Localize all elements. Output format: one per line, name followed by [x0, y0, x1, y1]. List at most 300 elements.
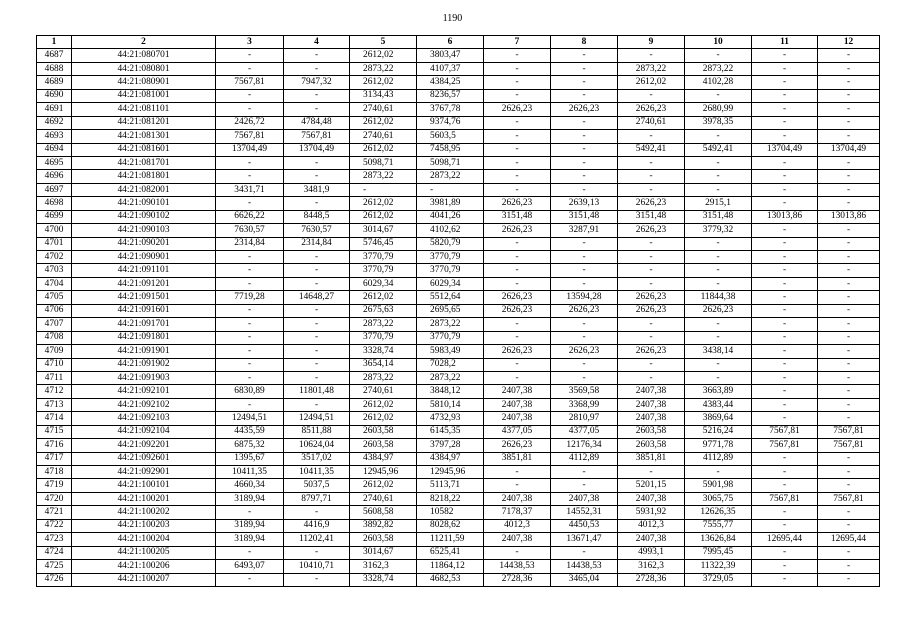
table-cell: - [618, 130, 685, 143]
table-cell: 2873,22 [350, 62, 417, 75]
table-cell: 3134,43 [350, 89, 417, 102]
table-cell: - [216, 398, 284, 411]
column-header: 4 [284, 36, 350, 49]
table-cell: - [752, 331, 818, 344]
table-cell: 3151,48 [551, 210, 618, 223]
table-cell: 7567,81 [216, 130, 284, 143]
table-cell: 2407,38 [618, 412, 685, 425]
table-cell: - [618, 49, 685, 62]
table-cell: 2626,23 [685, 304, 752, 317]
table-cell: 2873,22 [417, 371, 484, 384]
table-cell: - [484, 183, 551, 196]
table-row [37, 358, 880, 371]
table-cell: 2407,38 [618, 398, 685, 411]
table-cell: 3328,74 [350, 345, 417, 358]
table-cell: 4719 [37, 479, 72, 492]
table-cell: - [551, 277, 618, 290]
table-cell: 3654,14 [350, 358, 417, 371]
table-cell: - [284, 573, 350, 586]
table-row [37, 224, 880, 237]
table-cell: - [752, 560, 818, 573]
table-cell: - [752, 170, 818, 183]
table-cell: 7719,28 [216, 291, 284, 304]
table-cell: - [818, 130, 880, 143]
table-cell: 8448,5 [284, 210, 350, 223]
table-row [37, 398, 880, 411]
table-cell: 9374,76 [417, 116, 484, 129]
table-cell: - [551, 331, 618, 344]
table-cell: 3162,3 [350, 560, 417, 573]
table-cell: 44:21:080901 [72, 76, 216, 89]
table-cell: 7567,81 [752, 439, 818, 452]
table-cell: 44:21:090102 [72, 210, 216, 223]
table-cell: 44:21:090101 [72, 197, 216, 210]
table-cell: 2873,22 [618, 62, 685, 75]
table-cell: - [752, 452, 818, 465]
table-cell: - [551, 156, 618, 169]
table-cell: 3287,91 [551, 224, 618, 237]
table-cell: - [685, 156, 752, 169]
table-cell: 5098,71 [350, 156, 417, 169]
column-header: 12 [818, 36, 880, 49]
table-row [37, 318, 880, 331]
table-row [37, 519, 880, 532]
table-cell: 44:21:080801 [72, 62, 216, 75]
table-cell: 14648,27 [284, 291, 350, 304]
table-cell: 4715 [37, 425, 72, 438]
table-cell: - [818, 318, 880, 331]
table-cell: 7555,77 [685, 519, 752, 532]
table-cell: - [284, 546, 350, 559]
table-cell: 3851,81 [484, 452, 551, 465]
table-cell: 4688 [37, 62, 72, 75]
table-cell: 4723 [37, 533, 72, 546]
table-cell: - [752, 156, 818, 169]
table-cell: 44:21:092101 [72, 385, 216, 398]
table-cell: 44:21:081701 [72, 156, 216, 169]
table-cell: 6525,41 [417, 546, 484, 559]
table-cell: 5810,14 [417, 398, 484, 411]
table-cell: - [284, 49, 350, 62]
table-cell: 3981,89 [417, 197, 484, 210]
table-cell: - [685, 466, 752, 479]
table-cell: 4695 [37, 156, 72, 169]
table-cell: 4102,62 [417, 224, 484, 237]
table-cell: 4704 [37, 277, 72, 290]
table-cell: - [618, 371, 685, 384]
table-cell: 4691 [37, 103, 72, 116]
table-cell: 3431,71 [216, 183, 284, 196]
table-cell: - [818, 170, 880, 183]
table-row [37, 291, 880, 304]
table-cell: 2626,23 [618, 103, 685, 116]
table-cell: 2426,72 [216, 116, 284, 129]
table-cell: 2603,58 [618, 425, 685, 438]
table-row [37, 466, 880, 479]
table-cell: - [284, 89, 350, 102]
table-cell: - [685, 318, 752, 331]
table-cell: 4687 [37, 49, 72, 62]
table-cell: 7567,81 [752, 492, 818, 505]
table-cell: - [284, 358, 350, 371]
table-cell: - [216, 49, 284, 62]
table-cell: - [484, 546, 551, 559]
table-cell: - [752, 130, 818, 143]
table-cell: - [752, 76, 818, 89]
table-cell: 13704,49 [216, 143, 284, 156]
table-cell: - [284, 318, 350, 331]
table-row [37, 251, 880, 264]
table-cell: 4725 [37, 560, 72, 573]
table-cell: - [818, 237, 880, 250]
table-cell: - [752, 251, 818, 264]
table-row [37, 76, 880, 89]
table-cell: 12945,96 [350, 466, 417, 479]
table-cell: - [685, 183, 752, 196]
table-cell: 5113,71 [417, 479, 484, 492]
table-cell: - [484, 466, 551, 479]
table-cell: 5931,92 [618, 506, 685, 519]
table-cell: 4698 [37, 197, 72, 210]
table-cell: - [216, 197, 284, 210]
table-cell: - [284, 371, 350, 384]
table-cell: 4712 [37, 385, 72, 398]
table-cell: 11801,48 [284, 385, 350, 398]
table-cell: 4384,97 [417, 452, 484, 465]
column-header: 8 [551, 36, 618, 49]
table-cell: - [284, 277, 350, 290]
table-cell: 12494,51 [284, 412, 350, 425]
table-cell: 7567,81 [818, 425, 880, 438]
table-cell: - [216, 156, 284, 169]
table-cell: - [216, 345, 284, 358]
table-cell: 3328,74 [350, 573, 417, 586]
table-cell: 2626,23 [484, 224, 551, 237]
table-cell: - [618, 237, 685, 250]
table-cell: 5037,5 [284, 479, 350, 492]
table-cell: 2873,22 [350, 170, 417, 183]
table-cell: - [484, 49, 551, 62]
column-header: 1 [37, 36, 72, 49]
table-cell: - [484, 331, 551, 344]
table-cell: - [216, 358, 284, 371]
table-cell: 2626,23 [484, 345, 551, 358]
table-cell: 3729,05 [685, 573, 752, 586]
table-cell: 4682,53 [417, 573, 484, 586]
table-cell: - [618, 264, 685, 277]
table-cell: 4041,26 [417, 210, 484, 223]
table-cell: 2407,38 [618, 385, 685, 398]
table-cell: 4714 [37, 412, 72, 425]
table-cell: 3481,9 [284, 183, 350, 196]
table-cell: - [818, 264, 880, 277]
table-cell: - [818, 331, 880, 344]
table-cell: 3569,58 [551, 385, 618, 398]
table-cell: 13594,28 [551, 291, 618, 304]
table-cell: 6830,89 [216, 385, 284, 398]
table-cell: 2740,61 [618, 116, 685, 129]
table-cell: 7630,57 [284, 224, 350, 237]
table-row [37, 237, 880, 250]
table-cell: - [284, 103, 350, 116]
table-cell: 3770,79 [350, 264, 417, 277]
table-cell: 4450,53 [551, 519, 618, 532]
table-cell: 2873,22 [417, 170, 484, 183]
table-cell: 12695,44 [818, 533, 880, 546]
table-cell: 2612,02 [350, 412, 417, 425]
table-cell: - [685, 371, 752, 384]
table-cell: - [685, 264, 752, 277]
table-cell: 44:21:082001 [72, 183, 216, 196]
table-cell: - [216, 264, 284, 277]
table-cell: 2639,13 [551, 197, 618, 210]
table-cell: 8511,88 [284, 425, 350, 438]
table-cell: 2314,84 [284, 237, 350, 250]
table-cell: 3978,35 [685, 116, 752, 129]
table-row [37, 479, 880, 492]
table-cell: 13704,49 [284, 143, 350, 156]
table-cell: - [752, 479, 818, 492]
table-cell: 2407,38 [484, 533, 551, 546]
table-cell: 10411,35 [284, 466, 350, 479]
table-cell: 3517,02 [284, 452, 350, 465]
table-row [37, 170, 880, 183]
table-cell: 2728,36 [484, 573, 551, 586]
table-cell: - [752, 89, 818, 102]
table-row [37, 345, 880, 358]
table-cell: - [417, 183, 484, 196]
table-row [37, 304, 880, 317]
table-cell: - [284, 304, 350, 317]
table-cell: 2407,38 [618, 492, 685, 505]
table-cell: - [551, 76, 618, 89]
table-cell: 2407,38 [551, 492, 618, 505]
table-cell: - [818, 385, 880, 398]
table-cell: - [818, 291, 880, 304]
table-cell: 2728,36 [618, 573, 685, 586]
table-cell: 3065,75 [685, 492, 752, 505]
table-cell: 3770,79 [417, 251, 484, 264]
table-body [37, 49, 880, 587]
table-row [37, 156, 880, 169]
table-cell: - [551, 89, 618, 102]
table-cell: 14438,53 [484, 560, 551, 573]
table-cell: - [618, 251, 685, 264]
table-cell: 6493,07 [216, 560, 284, 573]
table-cell: - [685, 170, 752, 183]
table-cell: - [818, 183, 880, 196]
table-cell: 3851,81 [618, 452, 685, 465]
table-cell: 44:21:091101 [72, 264, 216, 277]
table-cell: 2873,22 [350, 371, 417, 384]
table-cell: 2626,23 [551, 345, 618, 358]
table-cell: - [618, 89, 685, 102]
table-cell: - [752, 224, 818, 237]
table-cell: 44:21:100206 [72, 560, 216, 573]
table-cell: - [618, 318, 685, 331]
table-cell: 4711 [37, 371, 72, 384]
table-cell: 4107,37 [417, 62, 484, 75]
table-row [37, 210, 880, 223]
table-cell: - [484, 89, 551, 102]
table-cell: - [685, 130, 752, 143]
table-cell: 3151,48 [618, 210, 685, 223]
table-cell: 2626,23 [618, 224, 685, 237]
table-cell: 4697 [37, 183, 72, 196]
table-cell: - [484, 479, 551, 492]
table-cell: 5216,24 [685, 425, 752, 438]
table-header-row [37, 36, 880, 49]
table-cell: - [818, 76, 880, 89]
table-cell: 44:21:092901 [72, 466, 216, 479]
table-cell: 2612,02 [350, 197, 417, 210]
table-cell: 3151,48 [685, 210, 752, 223]
table-cell: 3767,78 [417, 103, 484, 116]
table-cell: 5901,98 [685, 479, 752, 492]
table-cell: 3803,47 [417, 49, 484, 62]
table-cell: 44:21:100203 [72, 519, 216, 532]
table-cell: - [284, 398, 350, 411]
table-cell: 10582 [417, 506, 484, 519]
table-cell: 2915,1 [685, 197, 752, 210]
table-cell: 8236,57 [417, 89, 484, 102]
table-cell: 13704,49 [818, 143, 880, 156]
table-cell: 10411,35 [216, 466, 284, 479]
table-cell: 4377,05 [484, 425, 551, 438]
table-cell: 44:21:081001 [72, 89, 216, 102]
table-cell: - [484, 143, 551, 156]
table-cell: 2740,61 [350, 103, 417, 116]
table-cell: - [818, 224, 880, 237]
table-cell: 13626,84 [685, 533, 752, 546]
table-cell: 2612,02 [350, 143, 417, 156]
table-cell: 11844,38 [685, 291, 752, 304]
table-cell: 1395,67 [216, 452, 284, 465]
table-cell: - [484, 76, 551, 89]
table-cell: - [551, 466, 618, 479]
table-cell: - [818, 251, 880, 264]
table-cell: 3848,12 [417, 385, 484, 398]
table-cell: 7178,37 [484, 506, 551, 519]
table-cell: - [284, 251, 350, 264]
table-cell: 2740,61 [350, 492, 417, 505]
table-cell: - [216, 331, 284, 344]
table-cell: - [551, 546, 618, 559]
table-cell: - [818, 452, 880, 465]
table-cell: - [752, 318, 818, 331]
table-cell: - [818, 156, 880, 169]
table-cell: - [818, 371, 880, 384]
table-cell: 2740,61 [350, 130, 417, 143]
table-cell: 4705 [37, 291, 72, 304]
table-cell: 3892,82 [350, 519, 417, 532]
table-row [37, 439, 880, 452]
table-cell: 5201,15 [618, 479, 685, 492]
table-cell: - [818, 116, 880, 129]
table-cell: 9771,78 [685, 439, 752, 452]
table-cell: - [551, 116, 618, 129]
table-cell: 11202,41 [284, 533, 350, 546]
table-row [37, 546, 880, 559]
table-cell: - [551, 183, 618, 196]
table-cell: - [752, 519, 818, 532]
table-cell: 44:21:081601 [72, 143, 216, 156]
table-cell: 4732,93 [417, 412, 484, 425]
table-cell: - [216, 318, 284, 331]
table-cell: 4416,9 [284, 519, 350, 532]
table-cell: 7567,81 [818, 439, 880, 452]
table-cell: 44:21:091901 [72, 345, 216, 358]
table-row [37, 412, 880, 425]
table-cell: 12626,35 [685, 506, 752, 519]
table-cell: - [551, 358, 618, 371]
table-cell: 13671,47 [551, 533, 618, 546]
table-cell: - [484, 130, 551, 143]
table-cell: - [818, 197, 880, 210]
table-cell: 44:21:092102 [72, 398, 216, 411]
table-cell: 2626,23 [484, 304, 551, 317]
table-cell: - [752, 371, 818, 384]
table-cell: 2603,58 [618, 439, 685, 452]
table-cell: 6029,34 [350, 277, 417, 290]
table-cell: 4692 [37, 116, 72, 129]
table-cell: 4718 [37, 466, 72, 479]
table-cell: 3189,94 [216, 533, 284, 546]
table-cell: - [752, 237, 818, 250]
table-cell: - [685, 89, 752, 102]
table-cell: 6875,32 [216, 439, 284, 452]
table-cell: 2612,02 [350, 49, 417, 62]
table-cell: 44:21:100101 [72, 479, 216, 492]
table-cell: 2675,63 [350, 304, 417, 317]
table-cell: 13013,86 [752, 210, 818, 223]
table-cell: - [618, 466, 685, 479]
table-cell: 3779,32 [685, 224, 752, 237]
table-cell: 8797,71 [284, 492, 350, 505]
table-cell: 2680,99 [685, 103, 752, 116]
table-cell: 44:21:090201 [72, 237, 216, 250]
table-cell: - [551, 143, 618, 156]
table-cell: 2873,22 [685, 62, 752, 75]
table-cell: - [818, 573, 880, 586]
table-cell: 6626,22 [216, 210, 284, 223]
table-cell: 3162,3 [618, 560, 685, 573]
table-cell: - [818, 62, 880, 75]
table-cell: - [818, 103, 880, 116]
table-cell: 3663,89 [685, 385, 752, 398]
table-row [37, 385, 880, 398]
table-cell: 4703 [37, 264, 72, 277]
table-cell: 2603,58 [350, 533, 417, 546]
table-cell: - [551, 62, 618, 75]
column-header: 2 [72, 36, 216, 49]
table-row [37, 116, 880, 129]
table-cell: 3770,79 [417, 331, 484, 344]
table-cell: 4112,89 [551, 452, 618, 465]
table-cell: 2314,84 [216, 237, 284, 250]
table-row [37, 130, 880, 143]
table-cell: - [685, 331, 752, 344]
table-row [37, 62, 880, 75]
table-cell: 4784,48 [284, 116, 350, 129]
table-cell: - [618, 358, 685, 371]
table-cell: 11211,59 [417, 533, 484, 546]
table-cell: 2612,02 [350, 116, 417, 129]
table-cell: - [752, 103, 818, 116]
table-cell: - [284, 170, 350, 183]
table-cell: 44:21:091701 [72, 318, 216, 331]
table-cell: 3014,67 [350, 224, 417, 237]
